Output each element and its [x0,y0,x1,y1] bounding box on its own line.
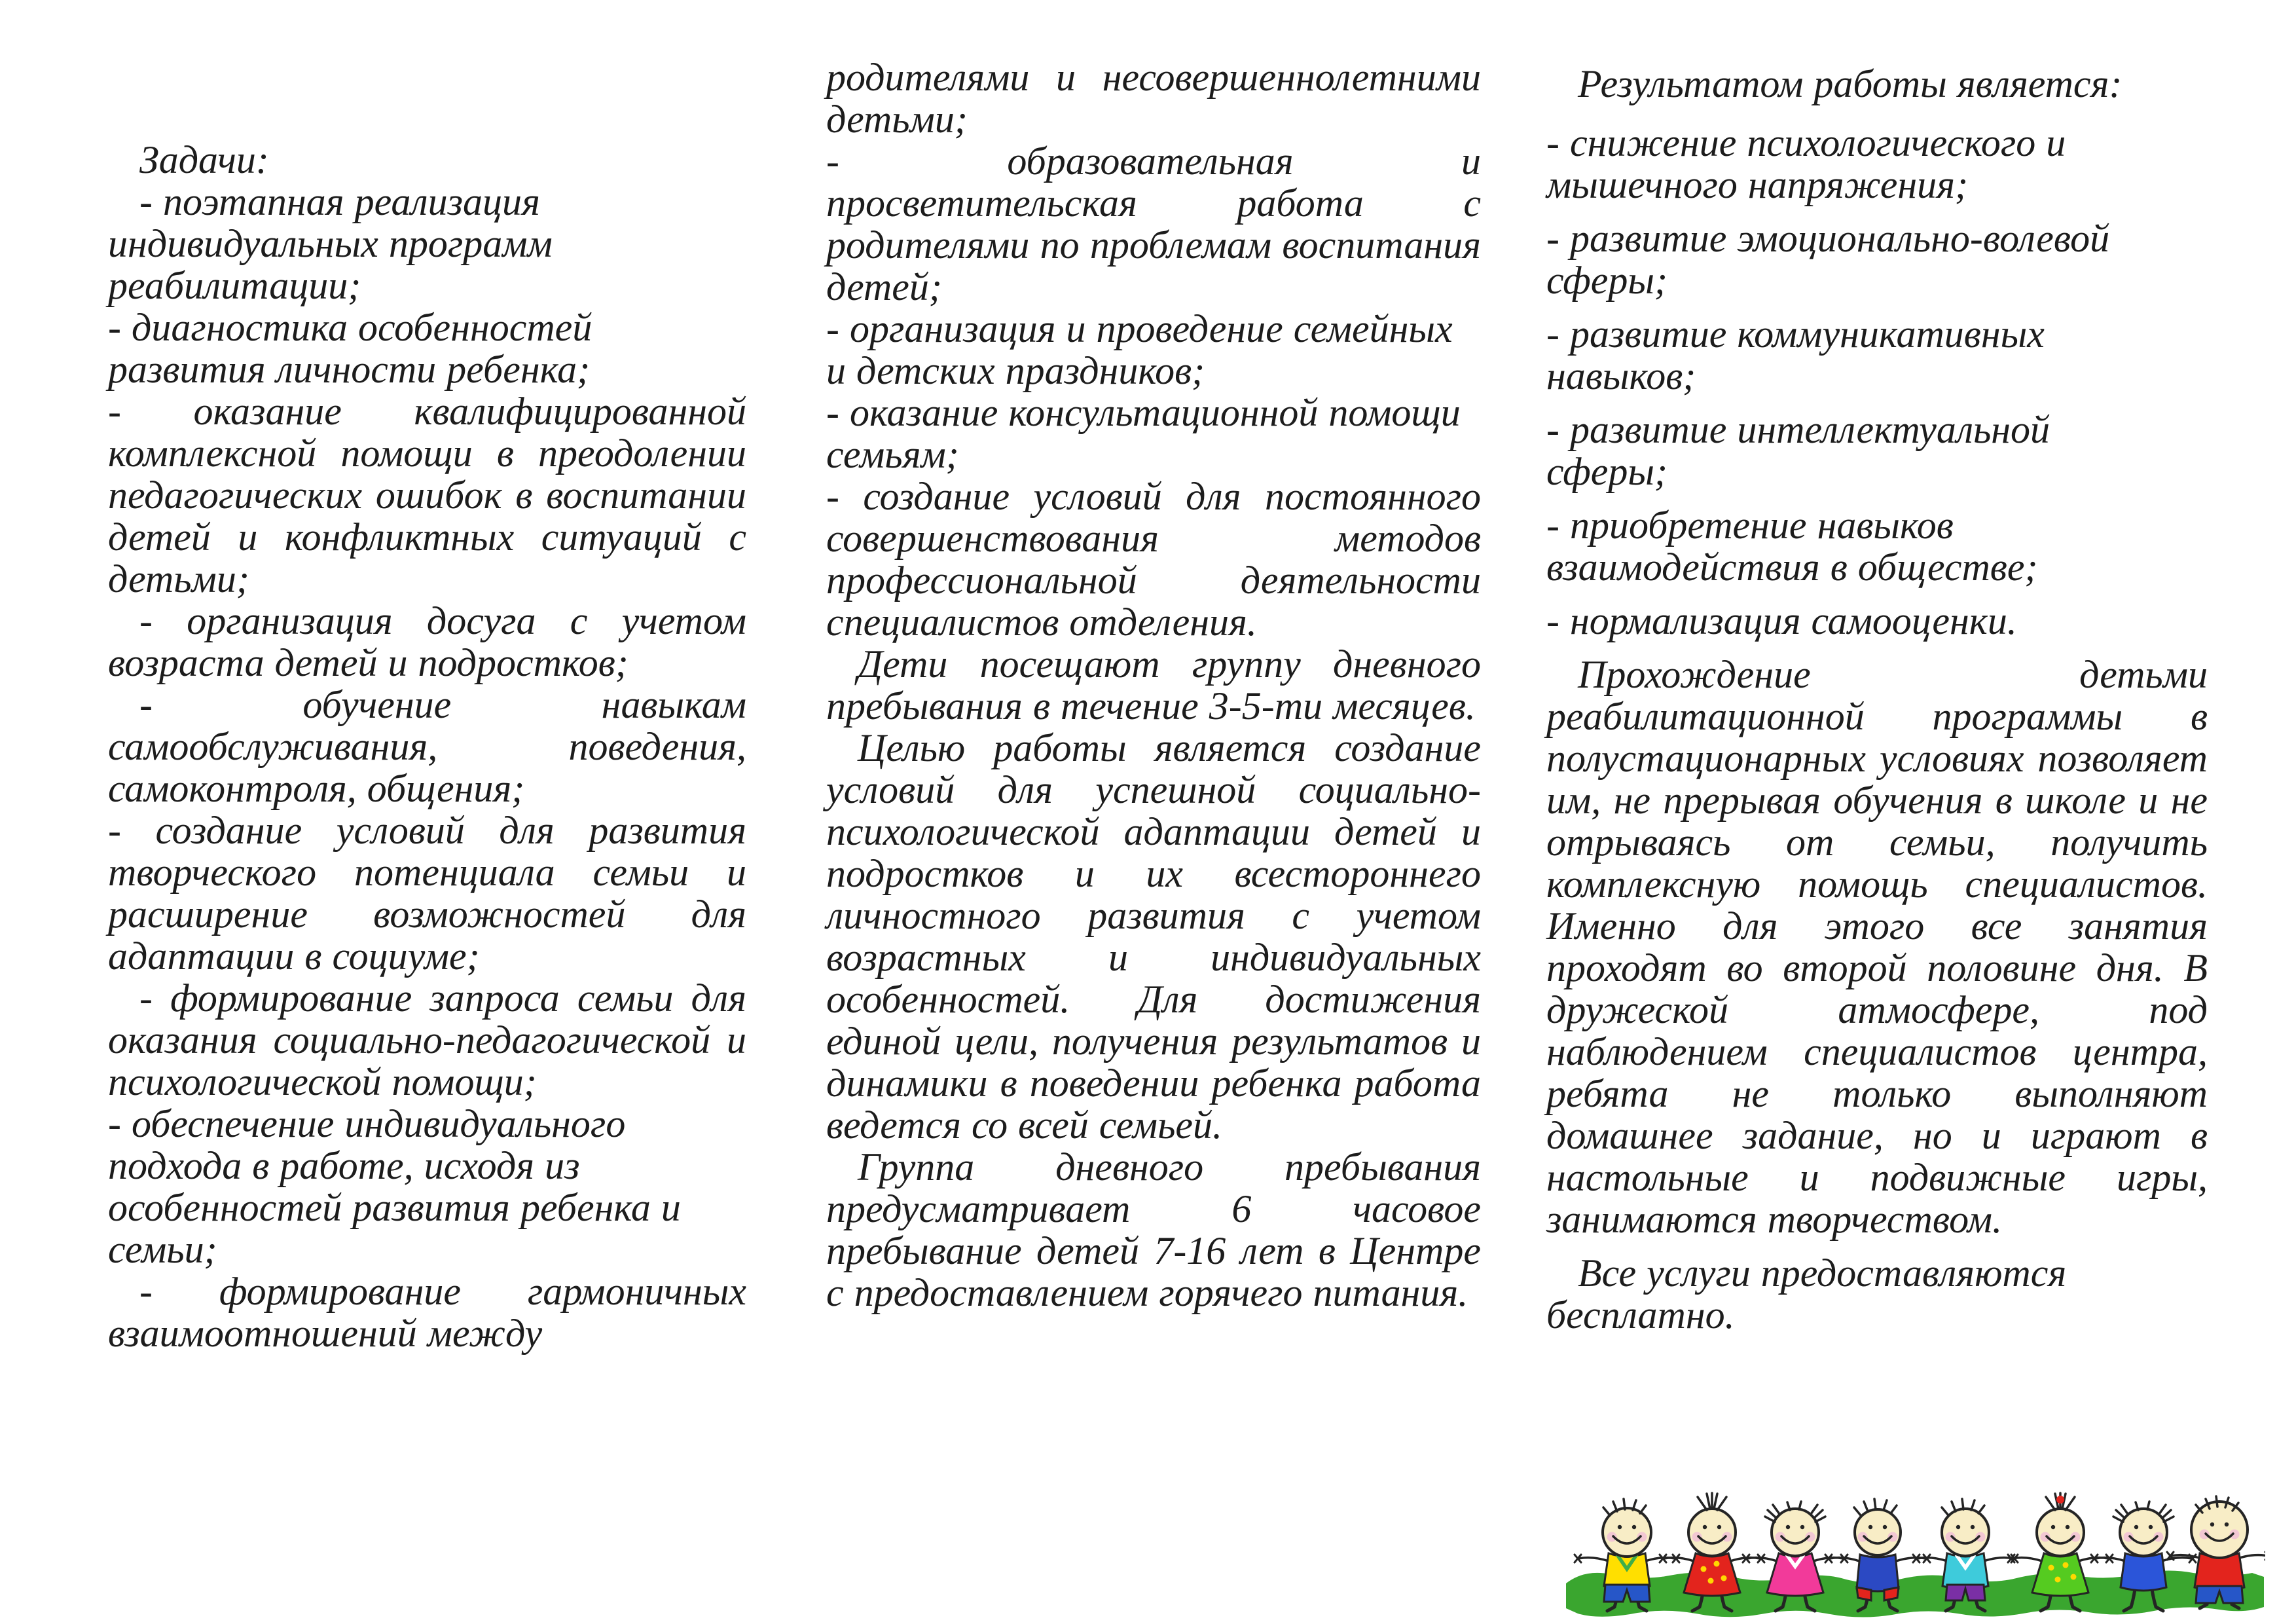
paragraph: - создание условий для развития творческого потенциала семьи и расширение возможностей для адаптации в социуме; [108,809,746,978]
column-tasks [108,139,746,1354]
paragraph: - развитие интеллектуальной сферы; [1546,408,2050,493]
paragraph: Группа дневного пребывания предусматривает 6 часовое пребывание детей 7-16 лет в Центре с предоставлением горячего питания. [826,1145,1481,1314]
paragraph: - формирование гармоничных взаимоотношений между [108,1270,746,1355]
children-illustration [1565,1485,2265,1621]
paragraph: родителями и несовершеннолетними детьми; [826,56,1481,141]
paragraph: - обучение навыкам самообслуживания, поведения, самоконтроля, общения; [108,683,746,810]
paragraph: - оказание консультационной помощи семьям; [826,391,1461,476]
paragraph: Результатом работы является: [1578,62,2123,105]
paragraph: Прохождение детьми реабилитационной программы в полустационарных условиях позволяет им, не прерывая обучения в школе и не отрываясь от семьи, получить комплексную помощь специалистов. Именно для этого все занятия проходят во второй половине дня. В дружеской атмосфере, под наблюдением специалистов центра, ребята не только выполняют домашнее задание, но и играют в настольные и подвижные игры, занимаются творчеством. [1546,653,2208,1241]
paragraph: Задачи: [139,138,269,181]
paragraph: - снижение психологического и мышечного напряжения; [1546,121,2066,206]
paragraph: Дети посещают группу дневного пребывания в течение 3-5-ти месяцев. [826,642,1481,728]
column-results [1546,63,2208,1348]
paragraph: - приобретение навыков взаимодействия в обществе; [1546,504,2038,589]
paragraph: Целью работы является создание условий для успешной социально-психологической адаптации детей и подростков и их всестороннего личностного развития с учетом возрастных и индивидуальных особенностей. Для достижения единой цели, получения результатов и динамики в поведении ребенка работа ведется со всей семьей. [826,726,1481,1147]
paragraph: - создание условий для постоянного совершенствования методов профессиональной деятельности специалистов отделения. [826,475,1481,644]
paragraph: - обеспечение индивидуального подхода в работе, исходя из особенностей развития ребенка и семьи; [108,1102,681,1271]
paragraph: - поэтапная реализация индивидуальных программ реабилитации; [108,180,553,307]
paragraph: - развитие коммуникативных навыков; [1546,312,2045,397]
paragraph: - нормализация самооценки. [1546,599,2017,642]
paragraph: - организация и проведение семейных и детских праздников; [826,307,1453,392]
paragraph: Все услуги предоставляются бесплатно. [1546,1251,2067,1337]
paragraph: - организация досуга с учетом возраста детей и подростков; [108,599,746,684]
column-middle [826,56,1481,1314]
paragraph: - образовательная и просветительская работа с родителями по проблемам воспитания детей; [826,139,1481,308]
paragraph: - оказание квалифицированной комплексной помощи в преодолении педагогических ошибок в воспитании детей и конфликтных ситуаций с детьми; [108,390,746,600]
paragraph: - диагностика особенностей развития личности ребенка; [108,306,592,391]
paragraph: - формирование запроса семьи для оказания социально-педагогической и психологической помощи; [108,976,746,1103]
paragraph: - развитие эмоционально-волевой сферы; [1546,217,2110,302]
hair-bow [2056,1496,2064,1504]
